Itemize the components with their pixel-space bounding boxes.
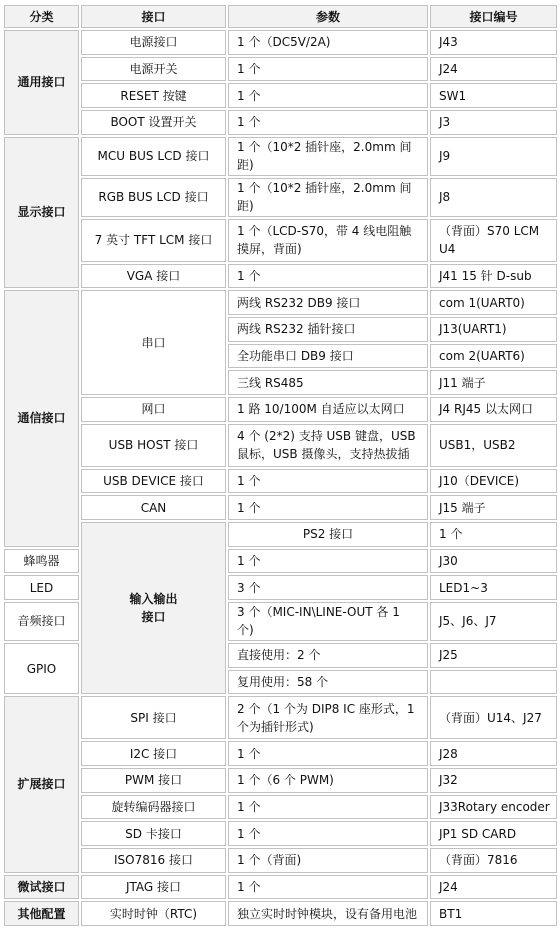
- interface-name: BOOT 设置开关: [81, 110, 226, 135]
- interface-code: USB1，USB2: [430, 424, 557, 467]
- table-row: [4, 83, 559, 108]
- interface-name: PS2 接口: [228, 522, 428, 547]
- interface-code: J24: [430, 875, 557, 900]
- header-category: 分类: [4, 5, 79, 28]
- interface-code: [430, 670, 557, 695]
- param-value: 1 个（LCD-S70，带 4 线电阻触摸屏，背面): [228, 219, 428, 262]
- param-value: 4 个 (2*2) 支持 USB 键盘，USB 鼠标，USB 摄像头，支持热拔插: [228, 424, 428, 467]
- table-row: [4, 30, 559, 55]
- table-row: [4, 290, 559, 315]
- param-value: 1 个: [228, 469, 428, 494]
- interface-code: J11 端子: [430, 370, 557, 395]
- interface-name: RESET 按键: [81, 83, 226, 108]
- table-row: [4, 875, 559, 900]
- table-row: [4, 768, 559, 793]
- interface-code: （背面）7816: [430, 848, 557, 873]
- interface-name: SPI 接口: [81, 696, 226, 739]
- param-value: 三线 RS485: [228, 370, 428, 395]
- interface-name: PWM 接口: [81, 768, 226, 793]
- category-io: [81, 522, 226, 694]
- interface-code: J43: [430, 30, 557, 55]
- interface-name: USB HOST 接口: [81, 424, 226, 467]
- interface-name: 蜂鸣器: [4, 549, 79, 574]
- header-interface: 接口: [81, 5, 226, 28]
- table-row: [4, 696, 559, 739]
- interface-code: BT1: [430, 901, 557, 926]
- category-general: 通用接口: [4, 30, 79, 135]
- interface-code: J10（DEVICE): [430, 469, 557, 494]
- interface-name: I2C 接口: [81, 741, 226, 766]
- interface-name: 电源接口: [81, 30, 226, 55]
- param-value: 两线 RS232 插针接口: [228, 317, 428, 342]
- interface-code: J33Rotary encoder: [430, 795, 557, 820]
- interface-name: 串口: [81, 290, 226, 395]
- param-value: 复用使用：58 个: [228, 670, 428, 695]
- category-io-line1: 输入输出: [129, 592, 178, 607]
- table-row: [4, 110, 559, 135]
- category-ext: 扩展接口: [4, 696, 79, 872]
- param-value: 1 个: [228, 264, 428, 289]
- interface-name: ISO7816 接口: [81, 848, 226, 873]
- table-row: [4, 57, 559, 82]
- param-value: 1 个: [228, 110, 428, 135]
- param-value: 1 个: [228, 795, 428, 820]
- table-row: [4, 397, 559, 422]
- category-other: 其他配置: [4, 901, 79, 926]
- interface-code: LED1~3: [430, 575, 557, 600]
- param-value: 1 个: [228, 821, 428, 846]
- category-display: 显示接口: [4, 137, 79, 289]
- interface-name: JTAG 接口: [81, 875, 226, 900]
- param-value: 直接使用：2 个: [228, 643, 428, 668]
- interface-name: MCU BUS LCD 接口: [81, 137, 226, 176]
- param-value: 1 个: [228, 875, 428, 900]
- table-row: [4, 424, 559, 467]
- param-value: 1 路 10/100M 自适应以太网口: [228, 397, 428, 422]
- interface-code: J28: [430, 741, 557, 766]
- param-value: 3 个（MIC-IN\LINE-OUT 各 1 个): [228, 602, 428, 641]
- interface-code: J4 RJ45 以太网口: [430, 397, 557, 422]
- category-debug: 微试接口: [4, 875, 79, 900]
- interface-code: J24: [430, 57, 557, 82]
- header-params: 参数: [228, 5, 428, 28]
- table-row: [4, 264, 559, 289]
- interface-name: SD 卡接口: [81, 821, 226, 846]
- interface-name: 7 英寸 TFT LCM 接口: [81, 219, 226, 262]
- interface-name: 旋转编码器接口: [81, 795, 226, 820]
- table-row: [4, 495, 559, 520]
- param-value: 1 个: [228, 495, 428, 520]
- interface-name: VGA 接口: [81, 264, 226, 289]
- param-value: 2 个（1 个为 DIP8 IC 座形式，1 个为插针形式): [228, 696, 428, 739]
- interface-code: com 1(UART0): [430, 290, 557, 315]
- interface-code: J41 15 针 D-sub: [430, 264, 557, 289]
- param-value: 1 个（10*2 插针座，2.0mm 间距): [228, 137, 428, 176]
- interface-code: JP1 SD CARD: [430, 821, 557, 846]
- table-row: [4, 741, 559, 766]
- table-row: [4, 848, 559, 873]
- param-value: 独立实时时钟模块，设有备用电池: [228, 901, 428, 926]
- interface-spec-table: [2, 3, 560, 928]
- param-value: 1 个: [228, 549, 428, 574]
- param-value: 全功能串口 DB9 接口: [228, 344, 428, 369]
- table-row: [4, 137, 559, 176]
- table-row: [4, 901, 559, 926]
- param-value: 1 个（6 个 PWM): [228, 768, 428, 793]
- param-value: 1 个: [430, 522, 557, 547]
- interface-name: RGB BUS LCD 接口: [81, 178, 226, 217]
- param-value: 1 个: [228, 57, 428, 82]
- interface-code: J25: [430, 643, 557, 668]
- interface-name: GPIO: [4, 643, 79, 694]
- table-row: [4, 522, 559, 547]
- interface-name: LED: [4, 575, 79, 600]
- interface-name: CAN: [81, 495, 226, 520]
- interface-name: 音频接口: [4, 602, 79, 641]
- param-value: 1 个（背面): [228, 848, 428, 873]
- interface-name: 电源开关: [81, 57, 226, 82]
- interface-code: J15 端子: [430, 495, 557, 520]
- interface-code: J5、J6、J7: [430, 602, 557, 641]
- table-row: [4, 219, 559, 262]
- table-row: [4, 178, 559, 217]
- param-value: 两线 RS232 DB9 接口: [228, 290, 428, 315]
- table-row: [4, 795, 559, 820]
- table-header-row: [4, 5, 559, 28]
- param-value: 1 个: [228, 83, 428, 108]
- interface-code: J8: [430, 178, 557, 217]
- header-code: 接口编号: [430, 5, 557, 28]
- interface-name: 实时时钟（RTC): [81, 901, 226, 926]
- interface-code: （背面）U14、J27: [430, 696, 557, 739]
- interface-code: J9: [430, 137, 557, 176]
- interface-name: 网口: [81, 397, 226, 422]
- interface-code: com 2(UART6): [430, 344, 557, 369]
- interface-name: USB DEVICE 接口: [81, 469, 226, 494]
- interface-code: J13(UART1): [430, 317, 557, 342]
- interface-code: J30: [430, 549, 557, 574]
- table-row: [4, 469, 559, 494]
- interface-code: J32: [430, 768, 557, 793]
- param-value: 1 个（DC5V/2A): [228, 30, 428, 55]
- interface-code: J3: [430, 110, 557, 135]
- table-row: [4, 821, 559, 846]
- param-value: 1 个（10*2 插针座，2.0mm 间距): [228, 178, 428, 217]
- interface-code: SW1: [430, 83, 557, 108]
- param-value: 3 个: [228, 575, 428, 600]
- category-io-line2: 接口: [141, 610, 166, 625]
- param-value: 1 个: [228, 741, 428, 766]
- category-comm: 通信接口: [4, 290, 79, 546]
- interface-code: （背面）S70 LCM U4: [430, 219, 557, 262]
